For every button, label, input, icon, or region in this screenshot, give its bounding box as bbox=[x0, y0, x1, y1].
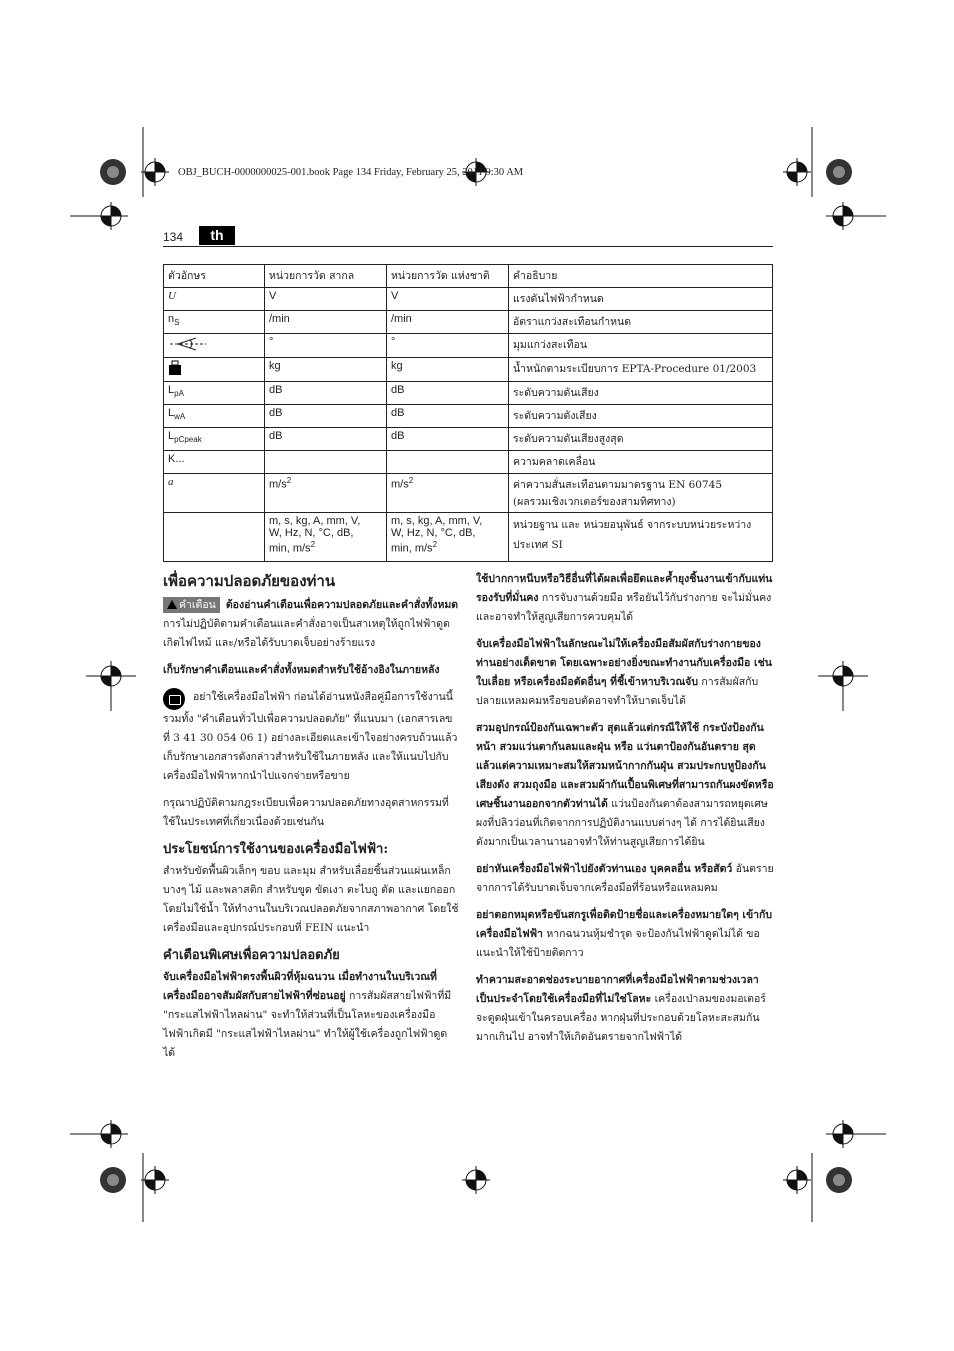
special-warning-text: การสัมผัสสายไฟฟ้าที่มี "กระแสไฟฟ้าไหลผ่าน" จะทำให้ส่วนที่เป็นโลหะของเครื่องมือไฟฟ้าเกิดมี "กระแสไฟฟ้าไหลผ่าน" ทำให้ผู้ใช้เครื่องถูกไฟฟ้าดูดได้ bbox=[163, 990, 452, 1059]
right-paragraph-1 bbox=[476, 570, 774, 627]
intended-use-paragraph: สำหรับขัดพื้นผิวเล็กๆ ขอบ และมุม สำหรับเลื่อยชิ้นส่วนแผ่นเหล็กบางๆ ไม้ และพลาสติก สำหรับขูด ขัดเงา ตะไบถู ตัด และแยกออก โดยไม่ใช้น้ำ ให้ทำงานในบริเวณปลอดภัยจากสภาพอากาศ โดยใช้เครื่องมือและอุปกรณ์ประกอบที่ FEIN แนะนำ bbox=[163, 865, 459, 934]
symbol-cell: $L_{pCpeak}$ bbox=[164, 428, 265, 451]
paragraph-text: หากฉนวนหุ้มชำรุด จะป้องกันไฟฟ้าดูดไม่ได้ ขอแนะนำให้ใช้ป้ายติดกาว bbox=[476, 928, 760, 959]
description-cell bbox=[509, 474, 773, 513]
right-column bbox=[476, 570, 774, 1055]
table-row bbox=[164, 513, 773, 562]
symbol-cell: $L_{pA}$ bbox=[164, 382, 265, 405]
paragraph-bold: ใช้ปากกาหนีบหรือวิธีอื่นที่ได้ผลเพื่อยึดและค้ำยุงชิ้นงานเข้ากับแท่นรองรับที่มั่นคง bbox=[476, 573, 773, 604]
national-unit-cell: /min bbox=[387, 311, 509, 334]
read-manual-paragraph bbox=[163, 688, 459, 786]
national-unit-cell: $m/s^2$ bbox=[387, 474, 509, 513]
intl-unit-cell bbox=[265, 451, 387, 474]
read-manual-text: อย่าใช้เครื่องมือไฟฟ้า ก่อนได้อ่านหนังสือคู่มือการใช้งานนี้ รวมทั้ง "คำเตือนทั่วไปเพื่อความปลอดภัย" ที่แนบมา (เอกสารเลขที่ 3 41 30 054 06 1) อย่างละเอียดและเข้าใจอย่างครบถ้วนแล้ว เก็บรักษาเอกสารดังกล่าวสำหรับใช้ในภายหลัง และให้แนบไปกับเครื่องมือไฟฟ้าหากนำไปแจกจ่ายหรือขาย bbox=[163, 691, 458, 782]
symbol-cell bbox=[164, 334, 265, 358]
units-table bbox=[163, 264, 773, 562]
right-paragraph-4 bbox=[476, 860, 774, 898]
special-warning-bold: จับเครื่องมือไฟฟ้าตรงพื้นผิวที่หุ้มฉนวน เมื่อทำงานในบริเวณที่เครื่องมืออาจสัมผัสกับสายไฟฟ้าที่ซ่อนอยู่ bbox=[163, 971, 437, 1002]
table-header-cell: หน่วยการวัด สากล bbox=[265, 265, 387, 288]
section-heading-intended-use: ประโยชน์การใช้งานของเครื่องมือไฟฟ้า: bbox=[163, 842, 389, 857]
description-cell: ความคลาดเคลื่อน bbox=[509, 451, 773, 474]
table-header-cell: คำอธิบาย bbox=[509, 265, 773, 288]
table-header-cell: หน่วยการวัด แห่งชาติ bbox=[387, 265, 509, 288]
national-unit-cell: m, s, kg, A, mm, V, W, Hz, N, °C, dB, min, $m/s^2$ bbox=[387, 513, 509, 562]
description-line: (ผลรวมเชิงเวกเตอร์ของสามทิศทาง) bbox=[513, 496, 676, 508]
table-row bbox=[164, 405, 773, 428]
weight-icon bbox=[168, 360, 182, 376]
description-cell: อัตราแกว่งสะเทือนกำหนด bbox=[509, 311, 773, 334]
table-row bbox=[164, 382, 773, 405]
table-row bbox=[164, 334, 773, 358]
right-paragraph-5 bbox=[476, 906, 774, 963]
right-paragraph-6 bbox=[476, 971, 774, 1047]
paragraph-text: การสัมผัสกับปลายแหลมคมหรือขอบตัดอาจทำให้บาดเจ็บได้ bbox=[476, 676, 759, 707]
symbol-text: a bbox=[168, 476, 174, 488]
paragraph-bold: สวมอุปกรณ์ป้องกันเฉพาะตัว สุดแล้วแต่กรณีให้ใช้ กระบังป้องกันหน้า สวมแว่นตากันลมและฝุ่น หรือ แว่นตาป้องกันอันตราย สุดแล้วแต่ความเหมาะสมให้สวมหน้ากากกันฝุ่น สวมประกบหูป้องกันเสียงดัง สวมถุงมือ และสวมผ้ากันเปื้อนพิเศษที่สามารถกันผงขัดหรือเศษชิ้นงานออกจากตัวท่านได้ bbox=[476, 722, 774, 810]
table-header-cell: ตัวอักษร bbox=[164, 265, 265, 288]
page-number: 134 bbox=[163, 230, 184, 244]
regulations-paragraph: กรุณาปฏิบัติตามกฎระเบียบเพื่อความปลอดภัยทางอุตสาหกรรมที่ใช้ในประเทศที่เกี่ยวเนื่องด้วยเช่นกัน bbox=[163, 797, 449, 828]
keep-instructions: เก็บรักษาคำเตือนและคำสั่งทั้งหมดสำหรับใช้อ้างอิงในภายหลัง bbox=[163, 664, 440, 676]
description-cell: มุมแกว่งสะเทือน bbox=[509, 334, 773, 358]
symbol-cell bbox=[164, 474, 265, 513]
description-cell: แรงดันไฟฟ้ากำหนด bbox=[509, 288, 773, 311]
symbol-cell bbox=[164, 288, 265, 311]
national-unit-cell: ° bbox=[387, 334, 509, 358]
national-unit-cell: dB bbox=[387, 405, 509, 428]
section-heading-safety: เพื่อความปลอดภัยของท่าน bbox=[163, 572, 336, 590]
header-rule bbox=[163, 246, 773, 247]
description-cell: ระดับความดันเสียง bbox=[509, 382, 773, 405]
left-column bbox=[163, 570, 459, 1071]
warning-badge bbox=[163, 597, 220, 613]
section-heading-special-warnings: คำเตือนพิเศษเพื่อความปลอดภัย bbox=[163, 948, 340, 963]
paragraph-text: แว่นป้องกันตาต้องสามารถหยุดเศษผงที่ปลิวว่อนที่เกิดจากการปฏิบัติงานแบบต่างๆ ได้ การได้ยินเสียงดังมากเป็นเวลานานอาจทำให้ท่านสูญเสียการได้ยิน bbox=[476, 798, 768, 848]
table-row bbox=[164, 474, 773, 513]
symbol-cell: K... bbox=[164, 451, 265, 474]
symbol-cell: $L_{wA}$ bbox=[164, 405, 265, 428]
intl-unit-cell: $m/s^2$ bbox=[265, 474, 387, 513]
paragraph-bold: อย่าหันเครื่องมือไฟฟ้าไปยังตัวท่านเอง บุคคลอื่น หรือสัตว์ bbox=[476, 863, 733, 875]
symbol-text: U bbox=[168, 290, 176, 302]
paragraph-bold: จับเครื่องมือไฟฟ้าในลักษณะไม่ให้เครื่องมือสัมผัสกับร่างกายของท่านอย่างเด็ดขาด โดยเฉพาะอย่างยิ่งขณะทำงานกับเครื่องมือ เช่น ใบเลื่อย หรือเครื่องมือตัดอื่นๆ ที่ชี้เข้าหาบริเวณจับ bbox=[476, 638, 772, 688]
symbol-cell bbox=[164, 513, 265, 562]
right-paragraph-3 bbox=[476, 719, 774, 852]
intl-unit-cell: V bbox=[265, 288, 387, 311]
warning-bold-text: ต้องอ่านคำเตือนเพื่อความปลอดภัยและคำสั่งทั้งหมด bbox=[225, 599, 459, 611]
description-cell: หน่วยฐาน และ หน่วยอนุพันธ์ จากระบบหน่วยระหว่างประเทศ SI bbox=[509, 513, 773, 562]
warning-paragraph bbox=[163, 596, 459, 653]
read-manual-icon bbox=[163, 688, 185, 710]
symbol-cell bbox=[164, 358, 265, 382]
paragraph-bold: ทำความสะอาดช่องระบายอากาศที่เครื่องมือไฟฟ้าตามช่วงเวลาเป็นประจำโดยใช้เครื่องมือที่ไม่ใช่โลหะ bbox=[476, 974, 759, 1005]
intl-unit-cell: kg bbox=[265, 358, 387, 382]
paragraph-text: การจับงานด้วยมือ หรือยันไว้กับร่างกาย จะไม่มั่นคง และอาจทำให้สูญเสียการควบคุมได้ bbox=[476, 592, 772, 623]
national-unit-cell: V bbox=[387, 288, 509, 311]
warning-text: การไม่ปฏิบัติตามคำเตือนและคำสั่งอาจเป็นสาเหตุให้ถูกไฟฟ้าดูด เกิดไฟไหม้ และ/หรือได้รับบาดเจ็บอย่างร้ายแรง bbox=[163, 618, 450, 649]
national-unit-cell bbox=[387, 451, 509, 474]
warning-badge-label: คำเตือน bbox=[179, 599, 216, 611]
table-header-row bbox=[164, 265, 773, 288]
national-unit-cell: kg bbox=[387, 358, 509, 382]
intl-unit-cell: dB bbox=[265, 405, 387, 428]
language-badge: th bbox=[199, 226, 235, 245]
table-row bbox=[164, 451, 773, 474]
intl-unit-cell: /min bbox=[265, 311, 387, 334]
special-warning-paragraph bbox=[163, 968, 459, 1063]
paragraph-text: อันตรายจากการได้รับบาดเจ็บจากเครื่องมือที่ร้อนหรือแหลมคม bbox=[476, 863, 774, 894]
table-row bbox=[164, 428, 773, 451]
description-cell: ระดับความดันเสียงสูงสุด bbox=[509, 428, 773, 451]
right-paragraph-2 bbox=[476, 635, 774, 711]
file-header: OBJ_BUCH-0000000025-001.book Page 134 Friday, February 25, 2011 9:30 AM bbox=[178, 167, 524, 178]
table-row bbox=[164, 288, 773, 311]
intl-unit-cell: dB bbox=[265, 382, 387, 405]
description-line: ค่าความสั่นสะเทือนตามมาตรฐาน EN 60745 bbox=[513, 479, 722, 491]
warning-triangle-icon bbox=[167, 600, 177, 609]
paragraph-bold: อย่าตอกหมุดหรือขันสกรูเพื่อติดป้ายชื่อและเครื่องหมายใดๆ เข้ากับเครื่องมือไฟฟ้า bbox=[476, 909, 773, 940]
national-unit-cell: dB bbox=[387, 428, 509, 451]
national-unit-cell: dB bbox=[387, 382, 509, 405]
table-row bbox=[164, 311, 773, 334]
table-row bbox=[164, 358, 773, 382]
description-cell: น้ำหนักตามระเบียบการ EPTA-Procedure 01/2003 bbox=[509, 358, 773, 382]
paragraph-text: เครื่องเป่าลมของมอเตอร์จะดูดฝุ่นเข้าในครอบเครื่อง หากฝุ่นที่ประกอบด้วยโลหะสะสมกันมากเกินไป อาจทำให้เกิดอันตรายจากไฟฟ้าได้ bbox=[476, 993, 766, 1043]
oscillation-angle-icon bbox=[168, 336, 208, 352]
description-cell: ระดับความดังเสียง bbox=[509, 405, 773, 428]
symbol-cell: $n_S$ bbox=[164, 311, 265, 334]
intl-unit-cell: m, s, kg, A, mm, V, W, Hz, N, °C, dB, min, $m/s^2$ bbox=[265, 513, 387, 562]
intl-unit-cell: dB bbox=[265, 428, 387, 451]
intl-unit-cell: ° bbox=[265, 334, 387, 358]
